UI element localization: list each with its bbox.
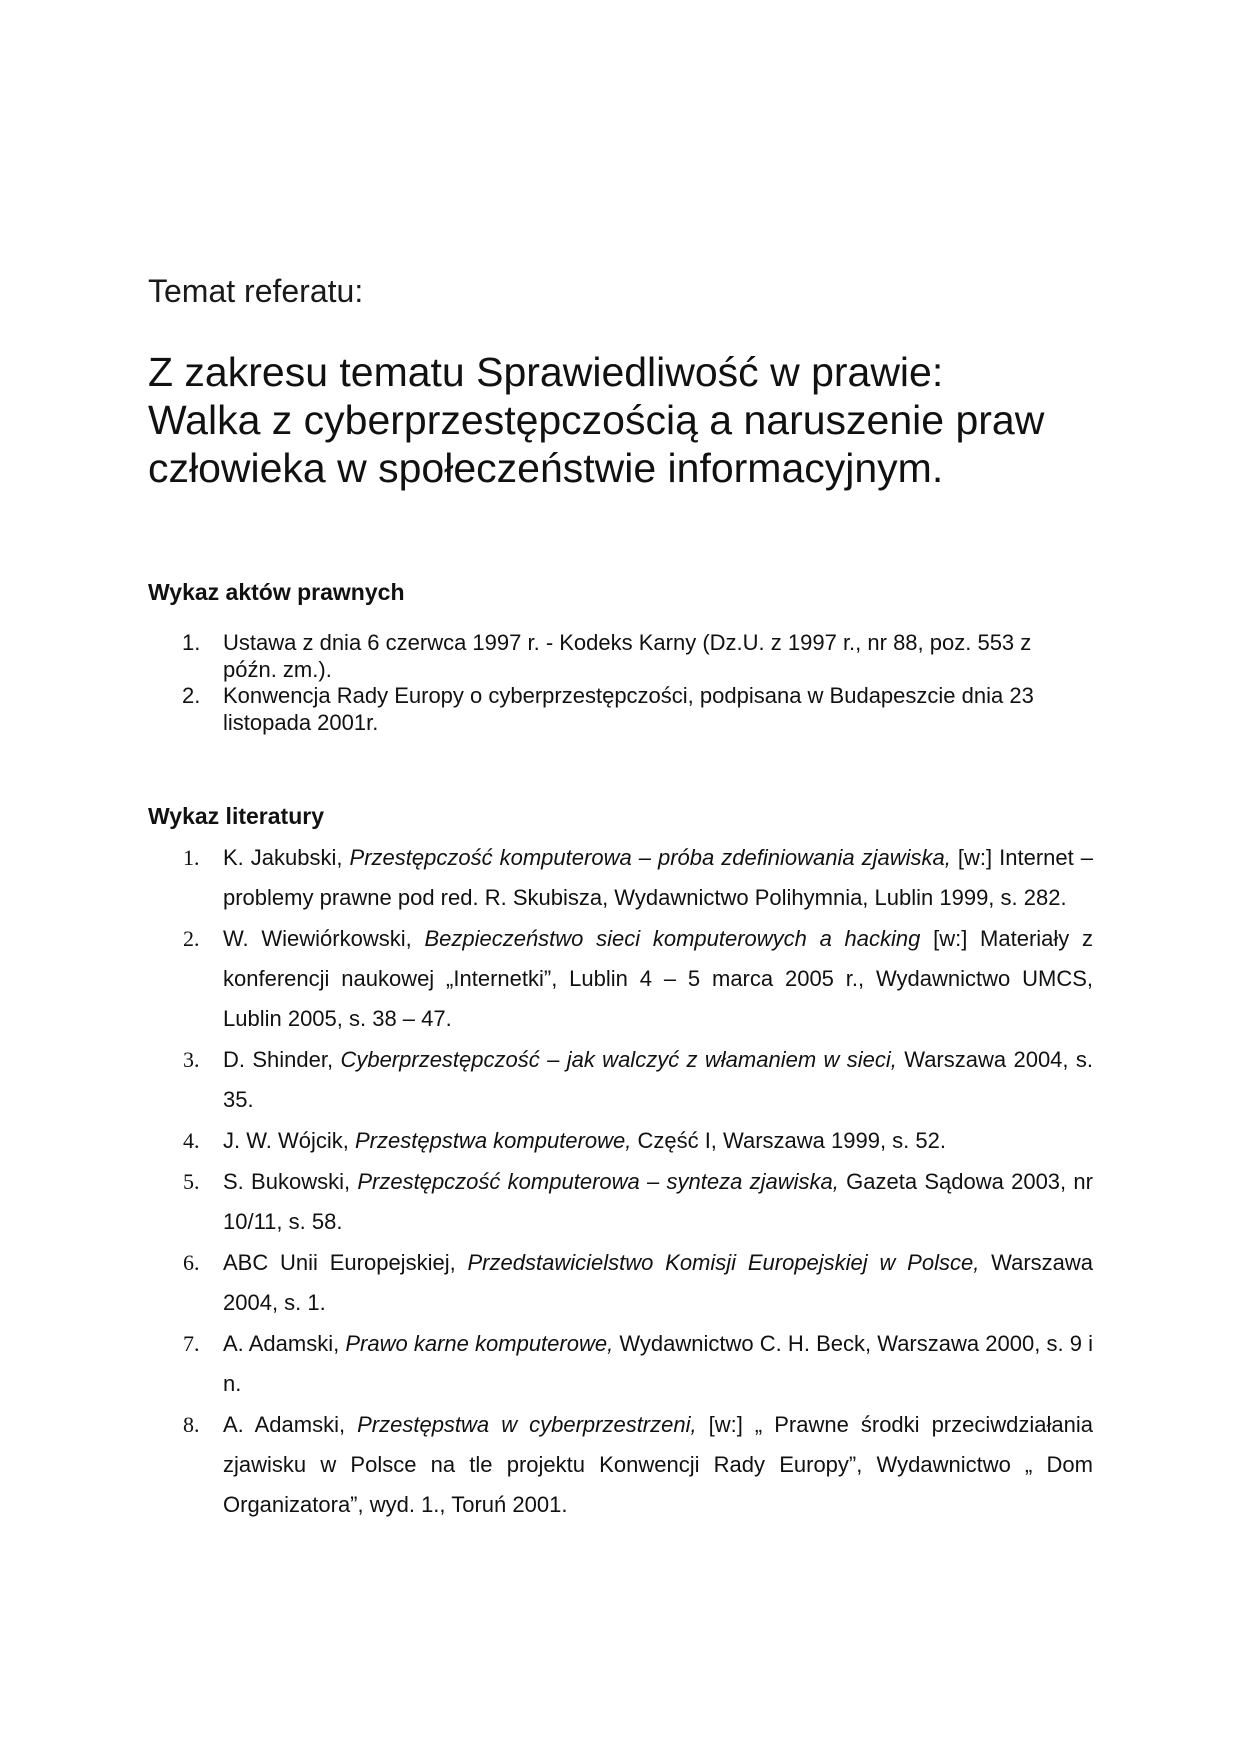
citation-title: Cyberprzestępczość – jak walczyć z włamaniem w sieci, bbox=[340, 1047, 897, 1072]
citation-author: A. Adamski, bbox=[223, 1331, 346, 1356]
list-item bbox=[148, 919, 1093, 1039]
citation-author: W. Wiewiórkowski, bbox=[223, 926, 425, 951]
citation-details: [w:] „ Prawne środki przeciwdziałania zjawisku w Polsce na tle projektu Konwencji Rady Europy”, Wydawnictwo „ Dom Organizatora”, wyd. 1., Toruń 2001. bbox=[223, 1412, 1093, 1517]
citation-title: Przestępstwa komputerowe, bbox=[355, 1128, 632, 1153]
list-item bbox=[148, 1243, 1093, 1323]
list-item-number: 1. bbox=[182, 630, 201, 655]
list-item-text: listopada 2001r. bbox=[223, 709, 379, 735]
citation-title: Przedstawicielstwo Komisji Europejskiej w Polsce, bbox=[467, 1250, 980, 1275]
citation-author: A. Adamski, bbox=[223, 1412, 358, 1437]
list-item-number: 5. bbox=[183, 1169, 200, 1194]
citation-author: K. Jakubski, bbox=[223, 845, 350, 870]
citation-title: Przestępstwa w cyberprzestrzeni, bbox=[357, 1412, 697, 1437]
citation-author: J. W. Wójcik, bbox=[223, 1128, 355, 1153]
literature-list bbox=[148, 838, 1093, 1526]
citation-details: [w:] Materiały z konferencji naukowej „Internetki”, Lublin 4 – 5 marca 2005 r., Wydawnictwo UMCS, Lublin 2005, s. 38 – 47. bbox=[223, 926, 1093, 1031]
subject-label: Temat referatu: bbox=[148, 273, 364, 309]
citation-title: Przestępczość komputerowa – próba zdefiniowania zjawiska, bbox=[349, 845, 951, 870]
list-item bbox=[148, 1324, 1093, 1404]
legal-acts-list bbox=[148, 630, 1098, 736]
title-line: człowieka w społeczeństwie informacyjnym. bbox=[148, 445, 944, 491]
title-line: Walka z cyberprzestępczością a naruszenie praw bbox=[148, 397, 1045, 443]
literature-heading: Wykaz literatury bbox=[148, 803, 324, 829]
document-title bbox=[148, 348, 1098, 492]
list-item-number: 4. bbox=[183, 1128, 200, 1153]
citation-title: Bezpieczeństwo sieci komputerowych a hacking bbox=[424, 926, 921, 951]
list-item-number: 2. bbox=[183, 926, 200, 951]
list-item bbox=[148, 683, 1098, 736]
list-item-number: 6. bbox=[183, 1250, 200, 1275]
list-item bbox=[148, 1162, 1093, 1242]
citation-details: Gazeta Sądowa 2003, nr 10/11, s. 58. bbox=[223, 1169, 1093, 1234]
list-item-text: późn. zm.). bbox=[223, 656, 332, 682]
list-item bbox=[148, 1040, 1093, 1120]
citation-details: [w:] Internet – problemy prawne pod red. R. Skubisza, Wydawnictwo Polihymnia, Lublin 1999, s. 282. bbox=[223, 845, 1093, 910]
citation-author: ABC Unii Europejskiej, bbox=[223, 1250, 468, 1275]
list-item-number: 3. bbox=[183, 1047, 200, 1072]
list-item-number: 1. bbox=[183, 845, 200, 870]
citation-author: S. Bukowski, bbox=[223, 1169, 358, 1194]
list-item bbox=[148, 1121, 1093, 1161]
list-item-text: Konwencja Rady Europy o cyberprzestępczości, podpisana w Budapeszcie dnia 23 bbox=[223, 683, 1034, 708]
list-item-number: 8. bbox=[183, 1412, 200, 1437]
citation-title: Przestępczość komputerowa – synteza zjawiska, bbox=[357, 1169, 839, 1194]
list-item bbox=[148, 1405, 1093, 1525]
citation-details: Wydawnictwo C. H. Beck, Warszawa 2000, s. 9 i n. bbox=[223, 1331, 1093, 1396]
list-item-number: 2. bbox=[182, 683, 201, 708]
citation-title: Prawo karne komputerowe, bbox=[345, 1331, 614, 1356]
citation-author: D. Shinder, bbox=[223, 1047, 341, 1072]
list-item bbox=[148, 838, 1093, 918]
citation-details: Warszawa 2004, s. 35. bbox=[223, 1047, 1093, 1112]
title-line: Z zakresu tematu Sprawiedliwość w prawie: bbox=[148, 349, 944, 395]
citation-details: Warszawa 2004, s. 1. bbox=[223, 1250, 1093, 1315]
citation-details: Część I, Warszawa 1999, s. 52. bbox=[631, 1128, 946, 1153]
list-item-text: Ustawa z dnia 6 czerwca 1997 r. - Kodeks Karny (Dz.U. z 1997 r., nr 88, poz. 553 z bbox=[223, 630, 1032, 655]
list-item bbox=[148, 630, 1098, 683]
list-item-number: 7. bbox=[183, 1331, 200, 1356]
legal-acts-heading: Wykaz aktów prawnych bbox=[148, 579, 405, 605]
